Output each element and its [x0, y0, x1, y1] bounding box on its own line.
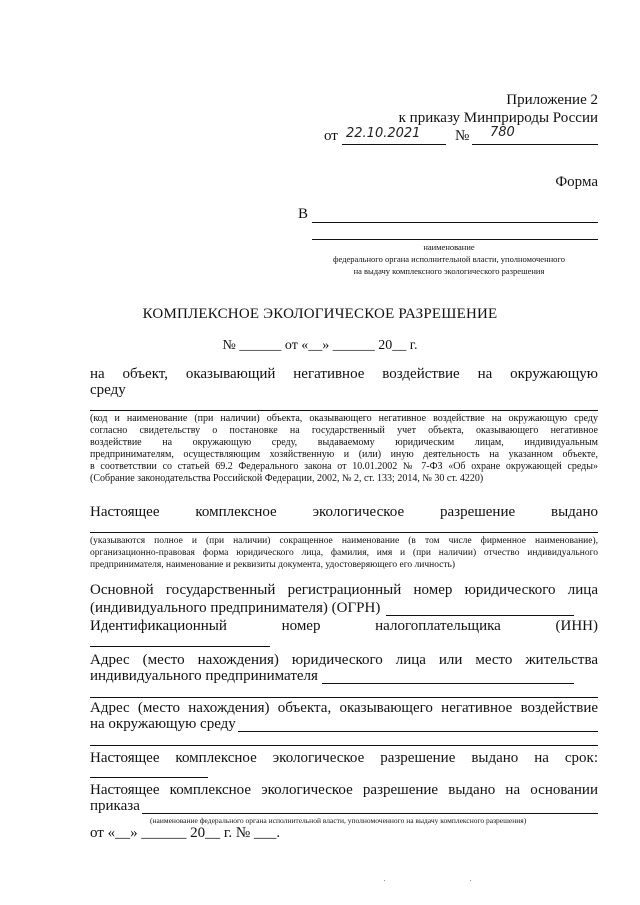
- scan-speck: [470, 880, 471, 881]
- inn-text: Идентификационный номер налогоплательщика (ИНН): [90, 618, 598, 634]
- object-underline: [90, 410, 598, 411]
- ogrn-text-line-2: (индивидуального предпринимателя) (ОГРН): [90, 600, 381, 616]
- object-text-line-1: на объект, оказывающий негативное воздействие на окружающую: [90, 366, 598, 382]
- handwritten-date: 22.10.2021: [346, 126, 421, 141]
- document-title: КОМПЛЕКСНОЕ ЭКОЛОГИЧЕСКОЕ РАЗРЕШЕНИЕ: [142, 306, 498, 322]
- object-address-line-1: Адрес (место нахождения) объекта, оказывающего негативное воздействие: [90, 700, 598, 716]
- scan-speck: [384, 880, 385, 881]
- issued-to-underline: [90, 532, 598, 533]
- permit-number-line: № ______ от «__» ______ 20__ г.: [222, 338, 418, 353]
- legal-address-line-2: индивидуального предпринимателя: [90, 668, 318, 684]
- issued-to-text: Настоящее комплексное экологическое разрешение выдано: [90, 504, 598, 520]
- basis-text-line-2: приказа: [90, 798, 140, 814]
- object-caption-2: согласно свидетельству о постановке на государственный учет объекта, оказывающего негативное: [90, 425, 598, 436]
- appendix-label: Приложение 2: [506, 92, 598, 108]
- object-caption-4: предпринимателям, осуществляющим хозяйственную и (или) иную деятельность на указанном объекте,: [90, 449, 598, 460]
- issued-caption-2: организационно-правовая форма юридического лица, фамилия, имя и (при наличии) отчество индивидуального: [90, 548, 598, 558]
- number-underline: [472, 144, 598, 145]
- addressee-prefix: В: [298, 206, 309, 222]
- object-address-underline-2: [90, 745, 598, 746]
- legal-address-underline-2: [90, 697, 598, 698]
- order-reference: к приказу Минприроды России: [398, 110, 598, 126]
- addressee-caption-3: на выдачу комплексного экологического разрешения: [353, 266, 545, 276]
- form-label: Форма: [555, 174, 598, 190]
- object-caption-1: (код и наименование (при наличии) объекта, оказывающего негативное воздействие на окружающую среду: [90, 413, 598, 424]
- addressee-caption-1: наименование: [423, 242, 475, 252]
- object-caption-6: (Собрание законодательства Российской Федерации, 2002, № 2, ст. 133; 2014, № 30 ст. 4220): [90, 473, 484, 484]
- object-caption-3: воздействие на окружающую среду, выдаваемому юридическим лицам, индивидуальным: [90, 437, 598, 448]
- term-underline: [90, 777, 208, 778]
- handwritten-number: 780: [490, 125, 515, 140]
- from-label: от: [324, 128, 338, 144]
- object-address-line-2: на окружающую среду: [90, 716, 236, 732]
- issued-caption-1: (указываются полное и (при наличии) сокращенное наименование (в том числе фирменное наименование),: [90, 536, 598, 546]
- addressee-line-1: [312, 222, 598, 223]
- basis-date-line: от «__» ______ 20__ г. № ___.: [90, 825, 281, 841]
- term-text: Настоящее комплексное экологическое разрешение выдано на срок:: [90, 750, 598, 766]
- legal-address-line-1: Адрес (место нахождения) юридического лица или место жительства: [90, 652, 598, 668]
- addressee-line-2: [312, 239, 598, 240]
- object-text-line-2: среду: [90, 382, 126, 398]
- ogrn-underline: [386, 615, 574, 616]
- number-label: №: [455, 128, 470, 144]
- issued-caption-3: предпринимателя, наименование и реквизиты документа, удостоверяющего его личность): [90, 560, 456, 570]
- addressee-caption-2: федерального органа исполнительной власти, уполномоченного: [333, 254, 565, 264]
- basis-text-line-1: Настоящее комплексное экологическое разрешение выдано на основании: [90, 782, 598, 798]
- date-underline: [342, 144, 446, 145]
- object-address-underline-1: [238, 731, 598, 732]
- inn-underline: [90, 646, 270, 647]
- basis-caption: (наименование федерального органа исполнительной власти, уполномоченного на выдачу комплексного разрешения): [150, 816, 527, 825]
- object-caption-5: в соответствии со статьей 69.2 Федерального закона от 10.01.2002 № 7-ФЗ «Об охране окружающей среды»: [90, 461, 598, 472]
- ogrn-text-line-1: Основной государственный регистрационный номер юридического лица: [90, 582, 598, 598]
- basis-underline: [142, 813, 598, 814]
- legal-address-underline-1: [322, 683, 574, 684]
